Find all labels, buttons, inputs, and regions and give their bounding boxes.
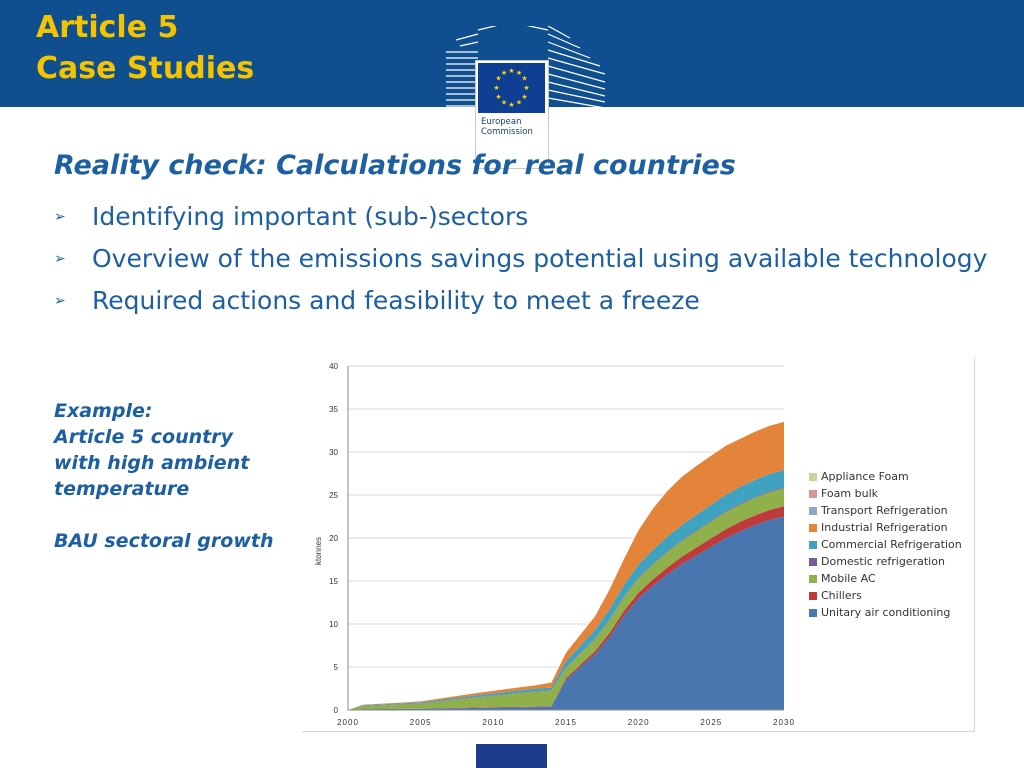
legend-swatch xyxy=(809,490,817,498)
slide-title-line2: Case Studies xyxy=(36,51,255,86)
legend-item xyxy=(809,536,962,553)
example-note-line: Example: xyxy=(54,400,153,422)
eu-flag-footer-icon xyxy=(476,744,547,768)
x-tick-label: 2010 xyxy=(482,718,505,727)
logo-text-line2: Commission xyxy=(481,127,533,137)
logo-text-line1: European xyxy=(481,117,522,127)
svg-text:★: ★ xyxy=(495,74,502,83)
legend-swatch xyxy=(809,507,817,515)
legend-label: Commercial Refrigeration xyxy=(821,538,962,551)
x-tick-label: 2005 xyxy=(409,718,432,727)
y-tick-label: 15 xyxy=(329,577,338,586)
svg-text:★: ★ xyxy=(495,93,502,101)
slide-title-line1: Article 5 xyxy=(36,10,179,45)
arrowhead-bullet-icon: ➢ xyxy=(54,251,66,267)
legend-swatch xyxy=(809,575,817,583)
y-tick-label: 35 xyxy=(329,405,338,414)
y-tick-label: 20 xyxy=(329,534,338,543)
legend-label: Mobile AC xyxy=(821,572,876,585)
legend-item xyxy=(809,553,962,570)
example-note-line: BAU sectoral growth xyxy=(54,530,274,552)
y-tick-label: 25 xyxy=(329,491,338,500)
legend-item xyxy=(809,519,962,536)
y-tick-label: 30 xyxy=(329,448,338,457)
x-tick-label: 2030 xyxy=(773,718,795,727)
x-tick-label: 2000 xyxy=(337,718,359,727)
svg-text:★: ★ xyxy=(521,74,528,83)
legend-swatch xyxy=(809,592,817,600)
arrowhead-bullet-icon: ➢ xyxy=(54,293,66,309)
section-subtitle: Reality check: Calculations for real countries xyxy=(54,150,736,181)
legend-item xyxy=(809,570,962,587)
y-tick-label: 10 xyxy=(329,620,338,629)
y-tick-label: 5 xyxy=(333,663,338,672)
chart-legend xyxy=(809,468,962,621)
x-tick-label: 2025 xyxy=(700,718,723,727)
bullet-text: Overview of the emissions savings potential using available technology xyxy=(92,244,988,273)
area-unitary-air-conditioning xyxy=(348,517,784,711)
svg-text:★: ★ xyxy=(508,101,515,109)
legend-item xyxy=(809,587,962,604)
svg-text:★: ★ xyxy=(515,98,523,107)
arrowhead-bullet-icon: ➢ xyxy=(54,209,66,225)
x-tick-label: 2020 xyxy=(627,718,650,727)
bullet-text: Identifying important (sub-)sectors xyxy=(92,202,529,231)
svg-text:★: ★ xyxy=(493,84,500,92)
svg-text:★: ★ xyxy=(508,67,515,75)
legend-item xyxy=(809,468,962,485)
svg-text:★: ★ xyxy=(515,69,523,77)
x-tick-label: 2015 xyxy=(555,718,577,727)
legend-label: Unitary air conditioning xyxy=(821,606,951,619)
legend-item xyxy=(809,604,962,621)
y-tick-label: 40 xyxy=(329,362,338,371)
legend-swatch xyxy=(809,558,817,566)
legend-label: Chillers xyxy=(821,589,862,602)
legend-label: Transport Refrigeration xyxy=(821,504,948,517)
svg-text:★: ★ xyxy=(500,69,508,77)
legend-label: Industrial Refrigeration xyxy=(821,521,948,534)
legend-swatch xyxy=(809,541,817,549)
example-note-line: Article 5 country xyxy=(54,426,233,448)
legend-swatch xyxy=(809,609,817,617)
svg-text:★: ★ xyxy=(523,84,530,92)
svg-text:★: ★ xyxy=(521,93,528,101)
legend-label: Appliance Foam xyxy=(821,470,909,483)
example-note-line: temperature xyxy=(54,478,190,500)
legend-item xyxy=(809,485,962,502)
legend-label: Foam bulk xyxy=(821,487,878,500)
example-note-line: with high ambient xyxy=(54,452,250,474)
legend-swatch xyxy=(809,473,817,481)
legend-item xyxy=(809,502,962,519)
legend-swatch xyxy=(809,524,817,532)
y-axis-label: ktonnes xyxy=(314,536,323,566)
y-tick-label: 0 xyxy=(333,706,338,715)
legend-label: Domestic refrigeration xyxy=(821,555,945,568)
svg-text:★: ★ xyxy=(500,98,508,107)
bullet-text: Required actions and feasibility to meet a freeze xyxy=(92,286,700,315)
